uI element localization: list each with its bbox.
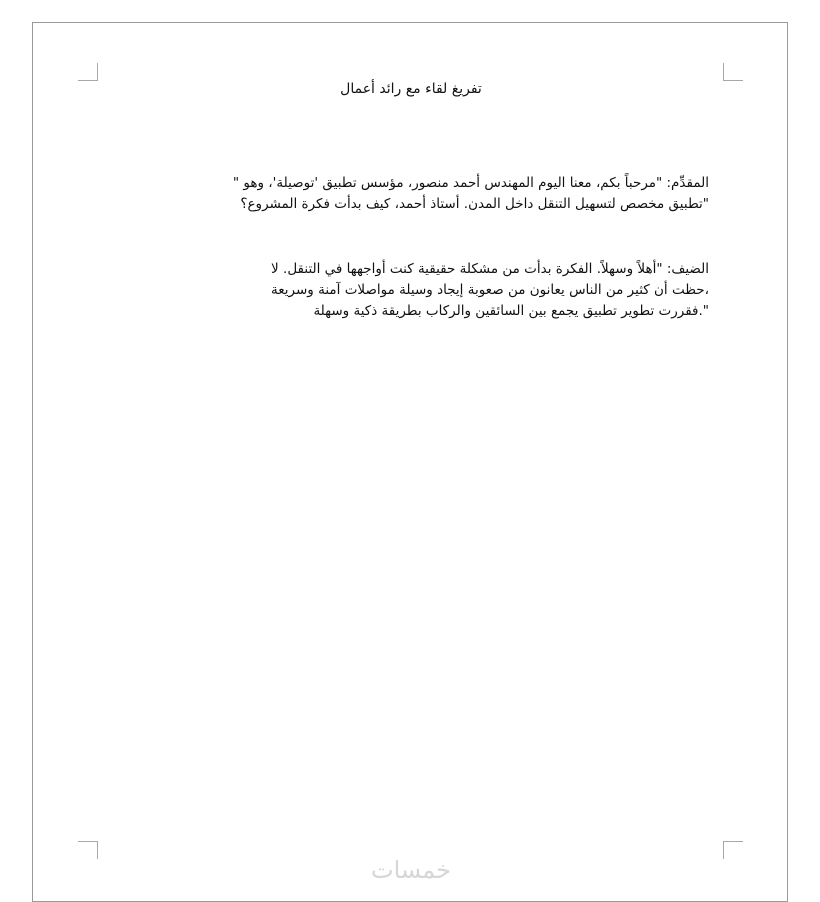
- paragraph-line: ".فقررت تطوير تطبيق يجمع بين السائقين والركاب بطريقة ذكية وسهلة: [313, 303, 709, 319]
- document-title: تفريغ لقاء مع رائد أعمال: [340, 81, 482, 97]
- document-page: [32, 22, 788, 902]
- paragraph-line: الضيف: "أهلاً وسهلاً. الفكرة بدأت من مشكلة حقيقية كنت أواجهها في التنقل. لا: [271, 261, 709, 277]
- watermark-logo: خمسات: [370, 856, 452, 884]
- guest-paragraph: [129, 259, 709, 322]
- paragraph-line: المقدِّم: "مرحباً بكم، معنا اليوم المهندس أحمد منصور، مؤسس تطبيق 'توصيلة'، وهو ": [232, 175, 709, 191]
- paragraph-line: ،حظت أن كثير من الناس يعانون من صعوبة إيجاد وسيلة مواصلات آمنة وسريعة: [271, 282, 709, 298]
- host-paragraph: [129, 173, 709, 215]
- paragraph-line: "تطبيق مخصص لتسهيل التنقل داخل المدن. أستاذ أحمد، كيف بدأت فكرة المشروع؟: [240, 196, 709, 212]
